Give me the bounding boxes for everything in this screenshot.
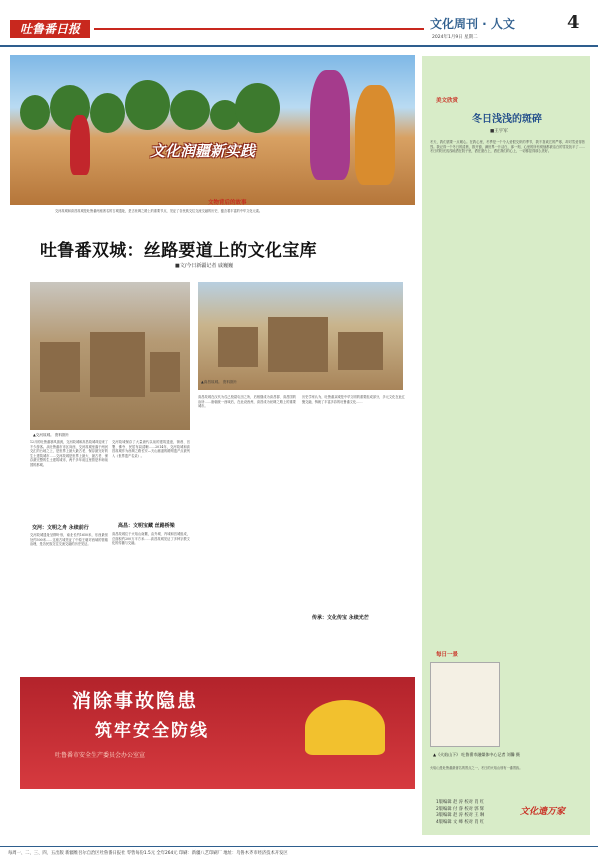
jiaohe-photo (30, 282, 190, 430)
staff-list (436, 800, 484, 826)
col2-heading: 高昌：文明宝藏 丝路桥梁 (118, 523, 175, 529)
ad-line2: 筑牢安全防线 (95, 721, 209, 741)
staff-line: 3版编辑 赵 涛 校对 王 琳 (436, 813, 485, 818)
issue-date: 2024年1月9日 星期二 (432, 35, 478, 40)
col4-heading: 传承：文化传宝 永续光芒 (312, 615, 369, 621)
footer-text: 每周一、二、三、四、五出版 新疆维吾尔自治区吐鲁番日报社 零售每份1.5元 全年264元 印刷：新疆八艺印刷厂 地址：乌鲁木齐市经济技术开发区 (8, 851, 288, 856)
daily-scene-text: 火焰山是吐鲁番最著名的景点之一，冬日的火焰山别有一番景致。 (430, 766, 523, 770)
staff-line: 4版编辑 文 峰 校对 肖 红 (436, 819, 485, 825)
article-col1-text: 12月的吐鲁番寒风凛冽，交河故城和高昌故城却迎来了不少游客。从吐鲁番市市区向西，交河故城坐落于两河交汇的台地之上，是世界上最大最古老、保存最完好的生土建筑城市……交河故城是世界上最大、最古老、保存最完整的生土建筑城市，两千多年前这里曾是车师前国的都城。 (30, 440, 108, 467)
ad-line1: 消除事故隐患 (72, 690, 199, 712)
essay-author: ■王宇军 (490, 129, 508, 134)
essay-text: 冬天，我们需要一点暖心。在我心里，冬季是一个令人爱恨交织的季节，我不喜欢它的严寒，却对雪爱得热烈。我记得一个冬日的清晨，推开窗，满世界一片洁白，那一刻，心里的所有烦恼都被洁白的雪花抚平了……冬日的阳光浅浅地洒在院子里，洒在窗台上，洒在我们的心上，一切都显得那么美好。 (430, 140, 585, 154)
column-logo: 文化遗万家 (520, 807, 566, 817)
article-col4-text: 历史学家认为，吐鲁番双城是中华文明的重要组成部分，多元文化在此汇聚交融，铸就了丰富多彩的吐鲁番文化…… (302, 395, 405, 404)
header-divider (0, 45, 598, 47)
essay-label: 美文欣赏 (436, 98, 459, 104)
masthead-logo: 吐鲁番日报 (10, 20, 90, 38)
article-col2-text2: 高昌故城位于火焰山南麓，由外城、内城和宫城组成，总面积约200万平方米……高昌故城见证了多种宗教文化的传播与交融。 (112, 532, 190, 546)
header-rule (94, 28, 424, 30)
photo1-caption: ▲交河故城。 资料图片 (33, 433, 70, 437)
page-number: 4 (567, 12, 580, 33)
ad-subtitle: 吐鲁番市安全生产委员会办公室宣 (55, 752, 146, 759)
article-intro: 交河故城和高昌故城是吐鲁番两座著名的古城遗址，是古丝绸之路上的重要节点，见证了各民族交往交流交融的历史，蕴含着丰富的中华文化元素。 (55, 209, 263, 213)
banner-image (10, 55, 415, 205)
daily-scene-label: 每日一景 (436, 652, 459, 658)
photo2-caption: ▲高昌故城。 资料图片 (201, 380, 238, 384)
helmet-icon (305, 700, 385, 755)
gaochang-photo (198, 282, 403, 390)
col1-heading: 交河：文明之舟 永续前行 (32, 525, 89, 531)
story-label: 文物背后的故事 (208, 200, 247, 206)
article-title: 吐鲁番双城：丝路要道上的文化宝库 (40, 241, 317, 261)
article-col2-text: 交河故城保存了大量唐代以前的建筑遗迹，街巷、官署、佛寺、民居布局清晰……2014年，交河故城和高昌故城作为丝绸之路长安—天山廊道的路网遗产点被列入《世界遗产名录》。 (112, 440, 190, 458)
footer-divider (0, 846, 598, 847)
essay-title: 冬日浅浅的斑碎 (472, 114, 542, 125)
banner-title: 文化润疆新实践 (150, 142, 256, 160)
daily-scene-drawing (430, 662, 500, 747)
drawing-caption: ▲《火焰山下》 吐鲁番市融媒体中心记者 刘馨 摄 (433, 752, 520, 757)
staff-line: 2版编辑 付 睿 校对 郭 辉 (436, 806, 485, 812)
staff-line: 1版编辑 赵 涛 校对 肖 红 (436, 800, 485, 805)
article-byline: ■文/今日新疆记者 戚巍巍 (175, 263, 233, 269)
section-title: 文化周刊 · 人文 (430, 17, 515, 31)
article-col3-text: 高昌故城在汉代为戊己校尉屯田之所，后相继成为高昌郡、高昌国的治所……唐朝统一西域后，在此设西州，高昌成为丝绸之路上的重要城市。 (198, 395, 296, 409)
article-col1-text2: 交河故城遗址呈柳叶形，南北长约1650米，东西最宽处约300米……这座古城见证了中原王朝对西域的管辖治理，是各民族交往交流交融的历史见证。 (30, 533, 108, 547)
